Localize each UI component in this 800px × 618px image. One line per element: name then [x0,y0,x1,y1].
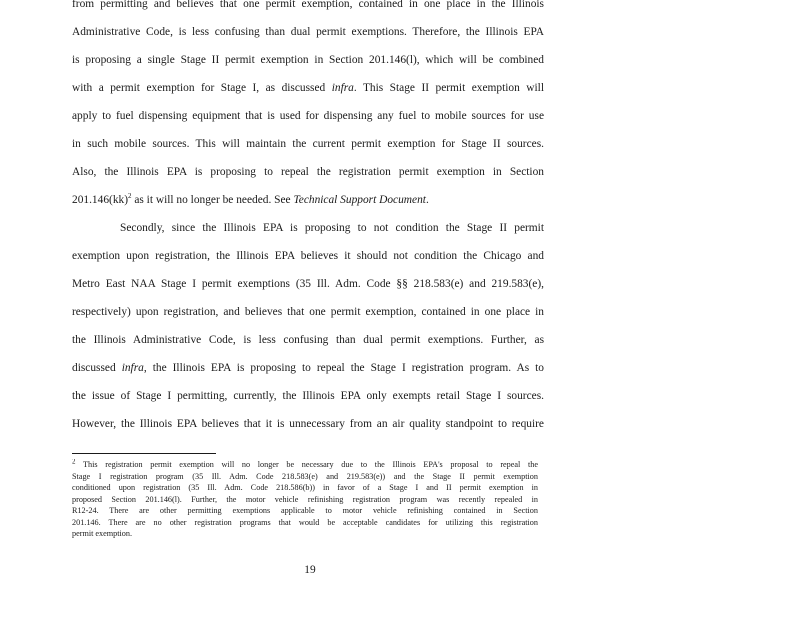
footnote-separator [72,453,216,454]
body-line: Secondly, since the Illinois EPA is proposing to not condition the Stage II permit [120,222,544,234]
italic-document-title: Technical Support Document [293,194,426,206]
italic-infra: infra [121,362,144,374]
body-line: respectively) upon registration, and believes that one permit exemption, contained in one place in [72,306,544,318]
footnote-line: permit exemption. [72,529,133,538]
body-line: Administrative Code, is less confusing than dual permit exemptions. Therefore, the Illinois EPA [72,26,544,38]
body-line: However, the Illinois EPA believes that it is unnecessary from an air quality standpoint to require [72,418,544,430]
body-line: in such mobile sources. This will maintain the current permit exemption for Stage II sources. [72,138,544,150]
body-line: exemption upon registration, the Illinois EPA believes it should not condition the Chicago and [72,250,544,262]
body-line: with a permit exemption for Stage I, as discussed infra. This Stage II permit exemption will [72,82,544,94]
body-line: the Illinois Administrative Code, is less confusing than dual permit exemptions. Further, as [72,334,544,346]
body-line: 201.146(kk)$^2$ as it will no longer be needed. See Technical Support Document. [72,193,429,206]
body-line: is proposing a single Stage II permit exemption in Section 201.146(l), which will be combined [72,54,544,66]
body-line: discussed infra, the Illinois EPA is proposing to repeal the Stage I registration program. As to [72,362,544,374]
body-line: apply to fuel dispensing equipment that is used for dispensing any fuel to mobile sources for use [72,110,544,122]
footnote-line: 201.146. There are no other registration programs that would be acceptable candidates for utilizing this registration [72,517,538,527]
italic-infra: infra [331,82,354,94]
footnote-line: $^2$ This registration permit exemption will no longer be necessary due to the Illinois EPA's proposal to repeal the [72,459,538,469]
footnote-line: Stage I registration program (35 Ill. Adm. Code 218.583(e) and 219.583(e)) and the Stage II permit exemption [72,471,538,481]
page-number: 19 [304,564,316,576]
footnote-line: proposed Section 201.146(l). Further, the motor vehicle refinishing registration program was recently repealed in [72,494,538,504]
body-line: Metro East NAA Stage I permit exemptions (35 Ill. Adm. Code §§ 218.583(e) and 219.583(e), [72,278,544,290]
footnote-line: R12-24. There are other permitting exemptions applicable to motor vehicle refinishing contained in Section [72,506,538,515]
footnote-line: conditioned upon registration (35 Ill. Adm. Code 218.586(b)) in favor of a Stage I and II permit exemption in [72,483,538,492]
footnote-marker: 2 [72,459,76,466]
body-line: Also, the Illinois EPA is proposing to repeal the registration permit exemption in Section [72,166,544,178]
body-line: from permitting and believes that one permit exemption, contained in one place in the Illinois [72,0,544,10]
body-line: the issue of Stage I permitting, currently, the Illinois EPA only exempts retail Stage I sources. [72,390,544,402]
footnote-reference[interactable]: 2 [128,193,132,201]
